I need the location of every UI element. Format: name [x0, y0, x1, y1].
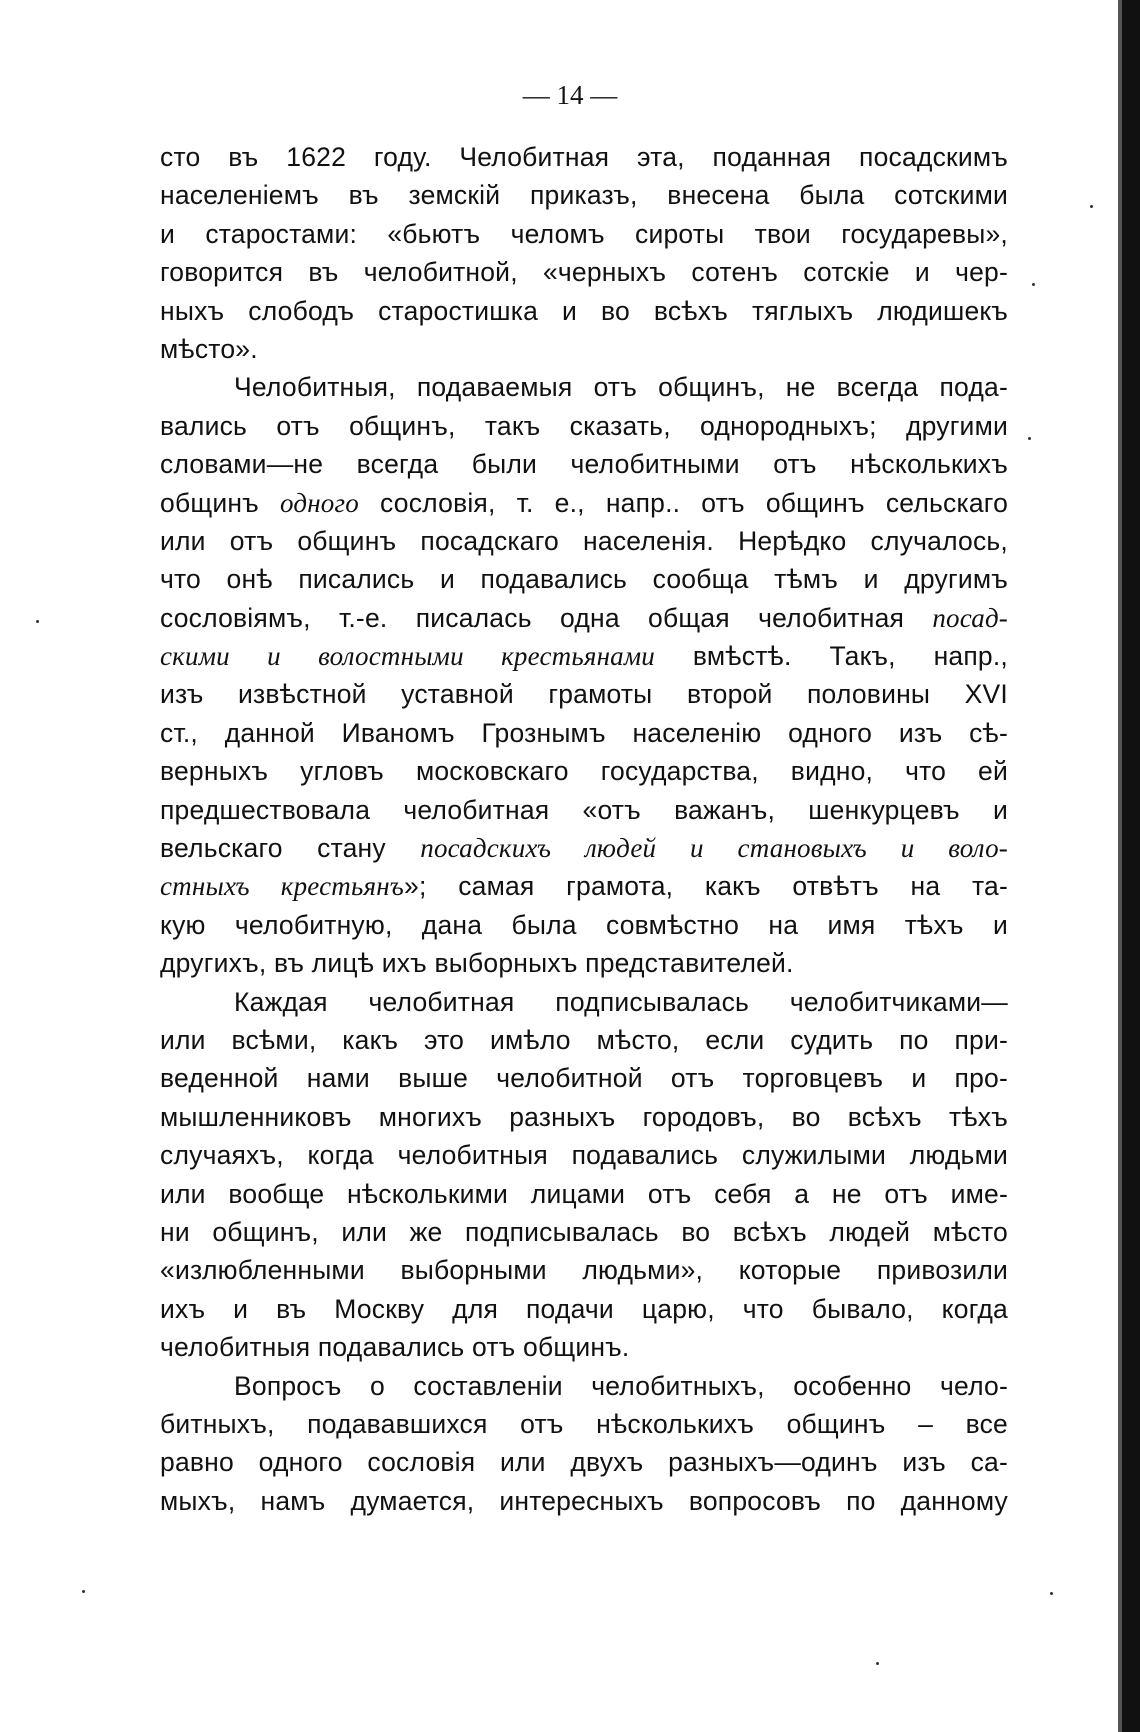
text-line [160, 176, 1008, 214]
text-line [160, 675, 1008, 713]
text-run: веденной нами выше челобитной отъ торговцевъ и про- [160, 1063, 1008, 1094]
text-line [160, 791, 1008, 829]
text-line [160, 484, 1008, 522]
text-line [160, 1136, 1008, 1174]
text-run: предшествовала челобитная «отъ важанъ, шенкурцевъ и [160, 794, 1008, 825]
italic-text: одного [280, 487, 359, 518]
text-run: что онѣ писались и подавались сообща тѣмъ и другимъ [160, 564, 1008, 595]
text-line [160, 599, 1008, 637]
text-run: изъ извѣстной уставной грамоты второй половины XVI [160, 679, 1008, 710]
paragraph [160, 983, 1008, 1367]
text-run: Челобитныя, подаваемыя отъ общинъ, не всегда пода- [234, 372, 1008, 403]
text-run: ихъ и въ Москву для подачи царю, что бывало, когда [160, 1293, 1008, 1324]
text-run: населеніемъ въ земскій приказъ, внесена была сотскими [160, 180, 1008, 211]
text-run: «излюбленными выборными людьми», которые привозили [160, 1255, 1008, 1286]
italic-text: стныхъ крестьянъ [160, 871, 405, 902]
text-run: кую челобитную, дана была совмѣстно на имя тѣхъ и [160, 909, 1008, 940]
text-run: Каждая челобитная подписывалась челобитчиками— [234, 986, 1008, 1017]
body-text [160, 138, 1008, 1520]
text-run: или всѣми, какъ это имѣло мѣсто, если судить по при- [160, 1024, 1008, 1055]
text-run: общинъ [160, 487, 281, 518]
text-line [160, 714, 1008, 752]
italic-text: посад- [932, 602, 1008, 633]
text-run: или вообще нѣсколькими лицами отъ себя а не отъ име- [160, 1178, 1008, 1209]
text-run: равно одного сословія или двухъ разныхъ—одинъ изъ са- [160, 1447, 1008, 1478]
text-line [160, 292, 1008, 330]
text-run: »; самая грамота, какъ отвѣтъ на та- [404, 871, 1008, 902]
text-line [160, 1213, 1008, 1251]
text-line [160, 1021, 1008, 1059]
text-line [160, 560, 1008, 598]
text-line [160, 1098, 1008, 1136]
text-run: мѣсто». [160, 333, 258, 364]
scan-speck [1090, 205, 1093, 208]
text-run: словами—не всегда были челобитными отъ нѣсколькихъ [160, 449, 1008, 480]
text-run: мышленниковъ многихъ разныхъ городовъ, во всѣхъ тѣхъ [160, 1101, 1008, 1132]
text-run: вмѣстѣ. Такъ, напр., [655, 641, 1008, 672]
scan-speck [1028, 437, 1031, 440]
scan-speck [1032, 283, 1035, 286]
text-line [160, 1290, 1008, 1328]
text-line [160, 253, 1008, 291]
text-run: случаяхъ, когда челобитныя подавались служилыми людьми [160, 1140, 1008, 1171]
text-run: челобитныя подавались отъ общинъ. [160, 1332, 630, 1363]
text-line [160, 445, 1008, 483]
text-line [160, 407, 1008, 445]
text-run: и старостами: «бьютъ челомъ сироты твои государевы», [160, 218, 1008, 249]
text-line [160, 1405, 1008, 1443]
text-line [160, 983, 1008, 1021]
text-run: мыхъ, намъ думается, интересныхъ вопросовъ по данному [160, 1485, 1008, 1516]
paragraph [160, 138, 1008, 368]
text-line [160, 1175, 1008, 1213]
text-run: вались отъ общинъ, такъ сказать, однородныхъ; другими [160, 410, 1008, 441]
text-line [160, 906, 1008, 944]
text-run: ст., данной Иваномъ Грознымъ населенію одного изъ сѣ- [160, 717, 1008, 748]
scan-speck [876, 1662, 879, 1665]
text-run: Вопросъ о составленіи челобитныхъ, особенно чело- [234, 1370, 1008, 1401]
book-spine-edge [1122, 0, 1140, 1732]
text-run: ныхъ слободъ старостишка и во всѣхъ тяглыхъ людишекъ [160, 295, 1008, 326]
text-line [160, 368, 1008, 406]
italic-text: скими и волостными крестьянами [160, 641, 656, 672]
text-line [160, 1251, 1008, 1289]
text-run: верныхъ угловъ московскаго государства, видно, что ей [160, 756, 1008, 787]
text-line [160, 1059, 1008, 1097]
text-run: ни общинъ, или же подписывалась во всѣхъ людей мѣсто [160, 1216, 1008, 1247]
text-line [160, 215, 1008, 253]
text-line [160, 1367, 1008, 1405]
italic-text: посадскихъ людей и становыхъ и воло- [420, 833, 1008, 864]
text-line [160, 829, 1008, 867]
text-run: или отъ общинъ посадскаго населенія. Нерѣдко случалось, [160, 525, 1008, 556]
text-run: сто въ 1622 году. Челобитная эта, поданная посадскимъ [160, 142, 1008, 172]
scan-speck [1050, 1592, 1053, 1595]
text-run: говорится въ челобитной, «черныхъ сотенъ сотскіе и чер- [160, 257, 1008, 288]
text-run: сословія, т. е., напр.. отъ общинъ сельскаго [358, 487, 1009, 518]
text-run: битныхъ, подававшихся отъ нѣсколькихъ общинъ – все [160, 1408, 1008, 1439]
text-line [160, 522, 1008, 560]
text-line [160, 138, 1008, 176]
text-line [160, 1482, 1008, 1520]
text-line [160, 752, 1008, 790]
scan-speck [36, 620, 39, 623]
text-run: другихъ, въ лицѣ ихъ выборныхъ представителей. [160, 948, 794, 979]
paragraph [160, 1367, 1008, 1521]
text-line [160, 944, 1008, 982]
text-line [160, 1328, 1008, 1366]
text-line [160, 1443, 1008, 1481]
text-line [160, 867, 1008, 905]
scan-speck [82, 1590, 85, 1593]
text-run: вельскаго стану [160, 833, 421, 864]
text-run: сословіямъ, т.-е. писалась одна общая челобитная [160, 602, 933, 633]
paragraph [160, 368, 1008, 982]
text-line [160, 637, 1008, 675]
text-line [160, 330, 1008, 368]
page-number: — 14 — [522, 80, 618, 110]
